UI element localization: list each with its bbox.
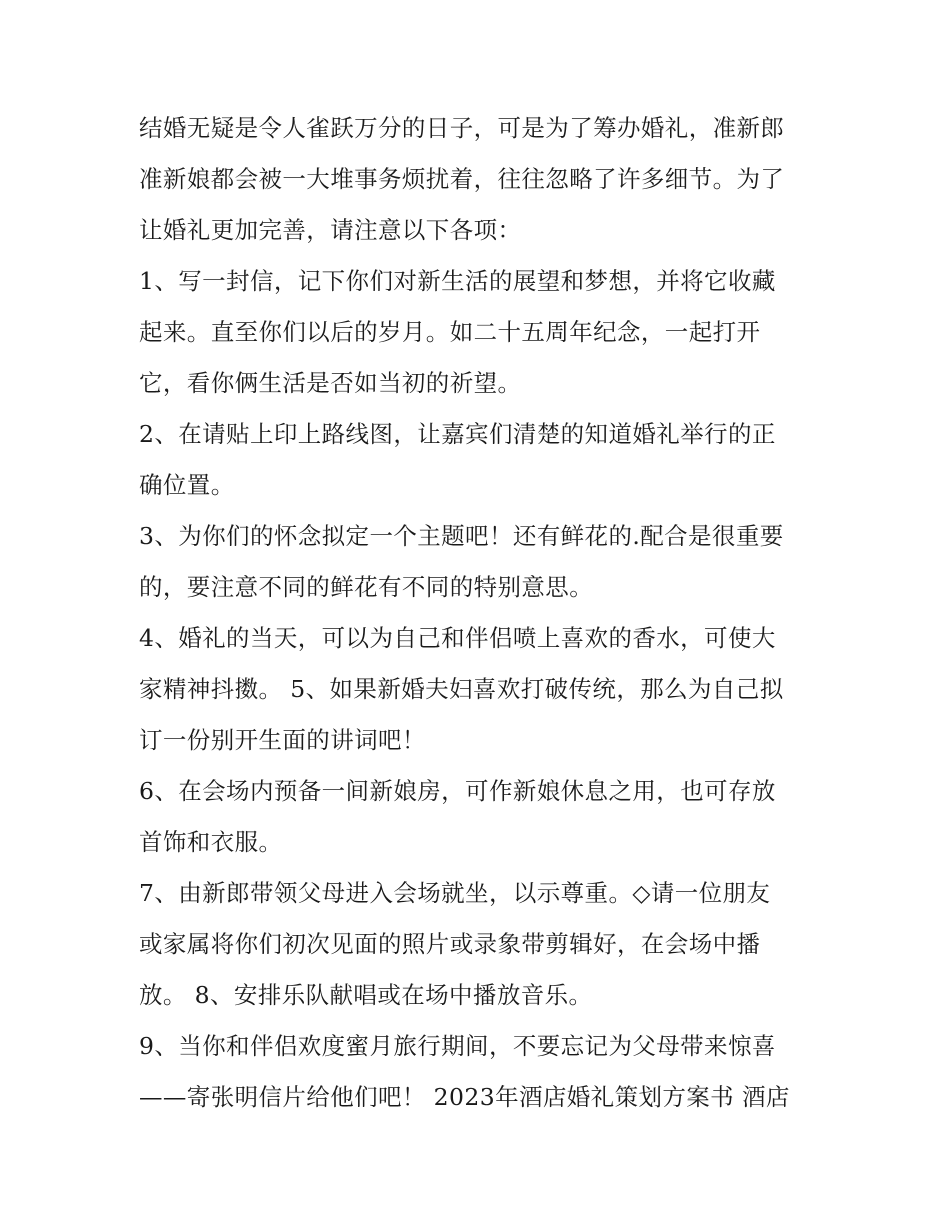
text-line-3: 让婚礼更加完善，请注意以下各项： <box>139 216 522 244</box>
text-line-16: 7、由新郎带领父母进入会场就坐，以示尊重。◇请一位朋友 <box>139 879 771 907</box>
text-line-4: 1、写一封信，记下你们对新生活的展望和梦想，并将它收藏 <box>139 267 776 295</box>
text-line-8: 确位置。 <box>139 471 235 499</box>
text-line-15: 首饰和衣服。 <box>139 828 283 856</box>
text-line-2: 准新娘都会被一大堆事务烦扰着，往往忽略了许多细节。为了 <box>139 165 785 193</box>
text-line-18: 放。 8、安排乐队献唱或在场中播放音乐。 <box>139 981 593 1009</box>
text-line-19: 9、当你和伴侣欢度蜜月旅行期间，不要忘记为父母带来惊喜 <box>139 1032 776 1060</box>
text-line-11: 4、婚礼的当天，可以为自己和伴侣喷上喜欢的香水，可使大 <box>139 624 776 652</box>
text-line-5: 起来。直至你们以后的岁月。如二十五周年纪念，一起打开 <box>139 318 761 346</box>
text-line-20: ——寄张明信片给他们吧！ 2023年酒店婚礼策划方案书 酒店 <box>139 1083 790 1111</box>
document-body <box>139 103 819 1123</box>
text-line-9: 3、为你们的怀念拟定一个主题吧！还有鲜花的.配合是很重要 <box>139 522 784 550</box>
text-line-10: 的，要注意不同的鲜花有不同的特别意思。 <box>139 573 594 601</box>
text-line-17: 或家属将你们初次见面的照片或录象带剪辑好，在会场中播 <box>139 930 761 958</box>
text-line-7: 2、在请贴上印上路线图，让嘉宾们清楚的知道婚礼举行的正 <box>139 420 776 448</box>
text-line-1: 结婚无疑是令人雀跃万分的日子，可是为了筹办婚礼，准新郎 <box>139 114 785 142</box>
text-line-12: 家精神抖擞。 5、如果新婚夫妇喜欢打破传统，那么为自己拟 <box>139 675 784 703</box>
text-line-6: 它，看你俩生活是否如当初的祈望。 <box>139 369 522 397</box>
text-line-13: 订一份别开生面的讲词吧！ <box>139 726 426 754</box>
text-line-14: 6、在会场内预备一间新娘房，可作新娘休息之用，也可存放 <box>139 777 776 805</box>
